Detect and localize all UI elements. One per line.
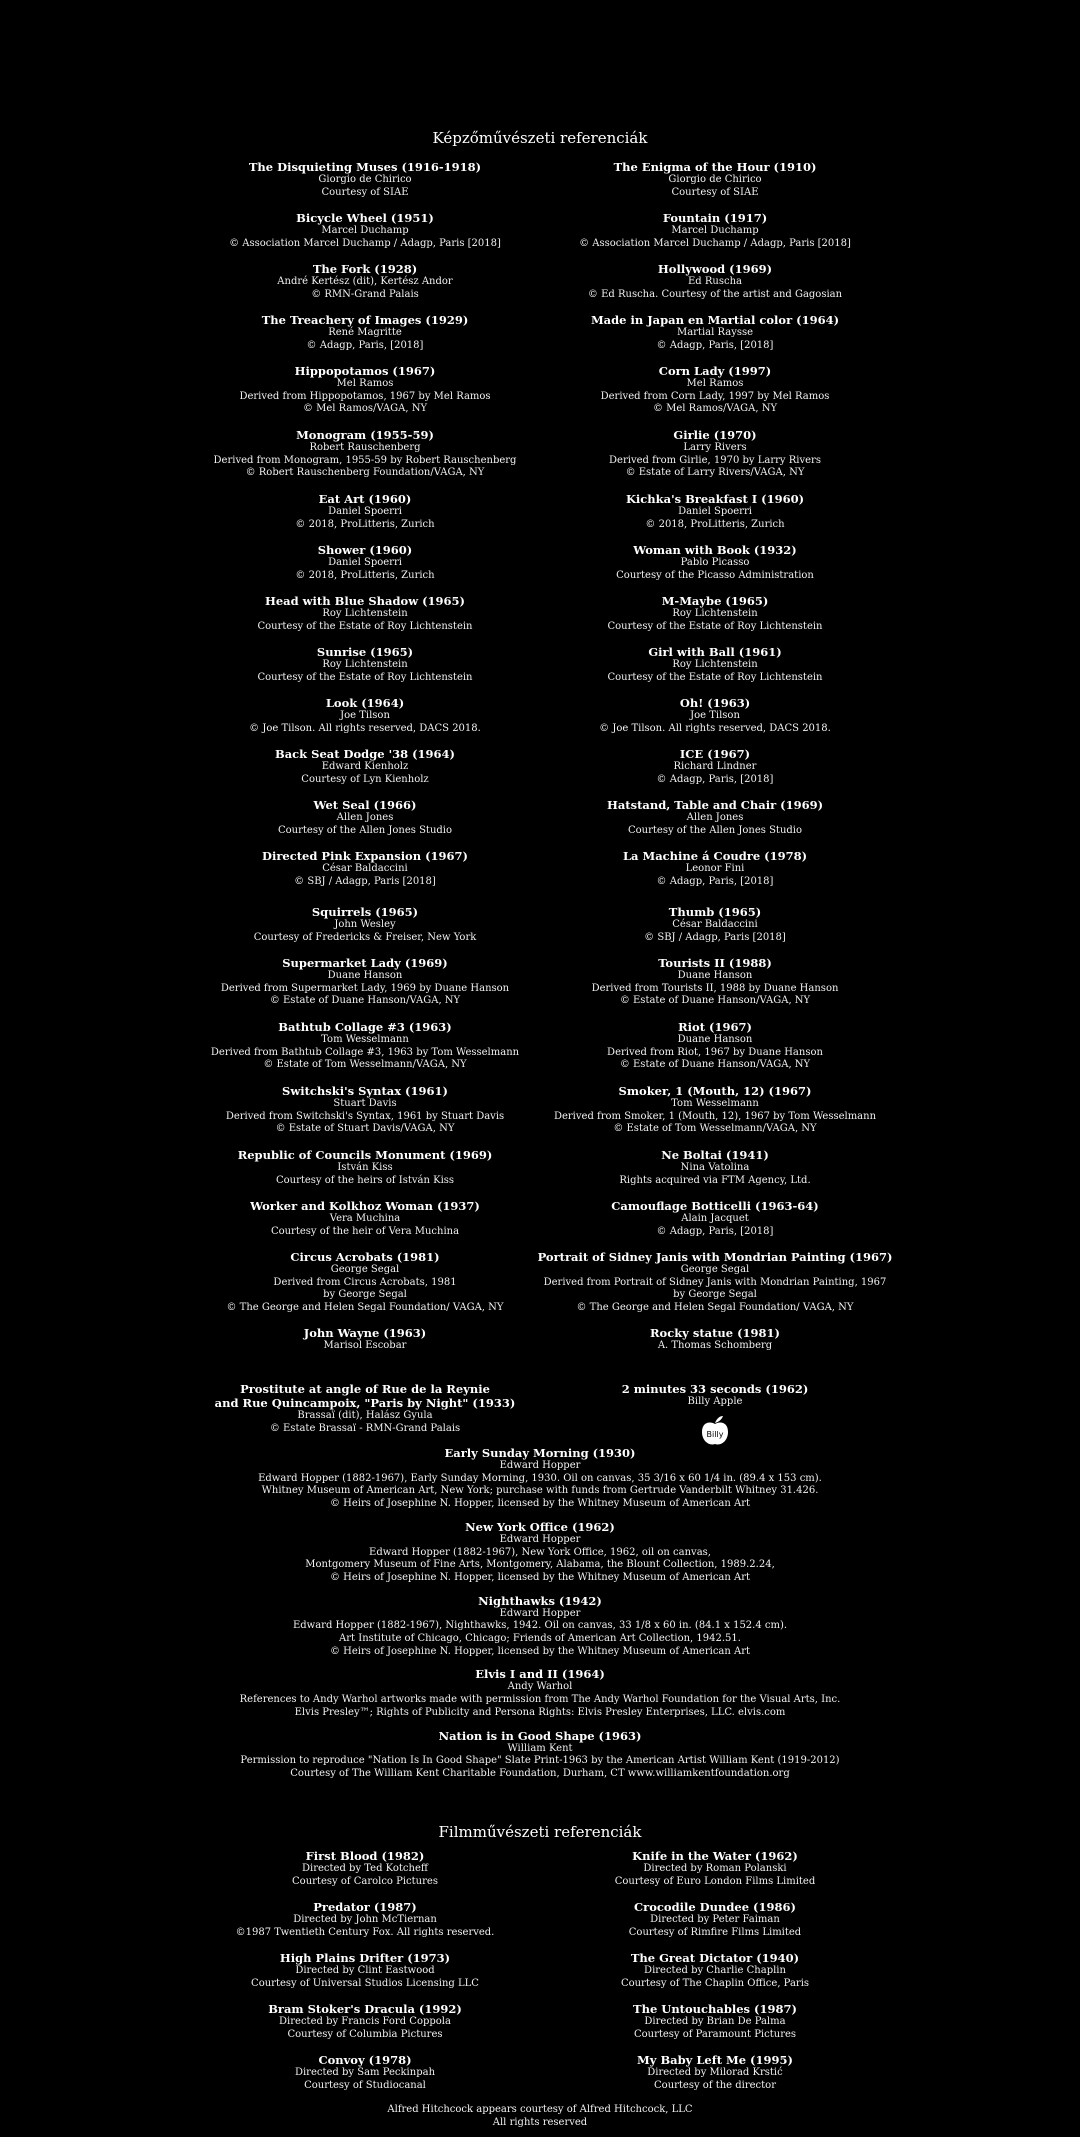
- credit-entry: [175, 1199, 555, 1250]
- credit-entry: [175, 1382, 555, 1433]
- credit-line: César Baldaccini: [322, 863, 408, 874]
- credit-title: The Treachery of Images (1929): [261, 313, 469, 327]
- credit-line: Courtesy of Lyn Kienholz: [301, 773, 429, 785]
- credit-entry: [175, 798, 555, 849]
- credit-entry: [175, 1250, 555, 1326]
- art-right-column: [525, 160, 905, 1439]
- credit-line: Roy Lichtenstein: [322, 608, 408, 619]
- credit-title: The Fork (1928): [312, 262, 418, 276]
- credit-line: Courtesy of the heirs of István Kiss: [275, 1174, 455, 1186]
- credit-line: Duane Hanson: [677, 970, 753, 981]
- credit-line: Richard Lindner: [673, 761, 757, 772]
- credit-line: © Heirs of Josephine N. Hopper, licensed by the Whitney Museum of American Art: [329, 1498, 751, 1510]
- credit-title: Look (1964): [325, 696, 405, 710]
- credit-title: Girl with Ball (1961): [648, 645, 782, 659]
- credit-line: Daniel Spoerri: [328, 557, 402, 568]
- apple-logo-text: Billy: [706, 1429, 724, 1439]
- credit-line: © Estate of Tom Wesselmann/VAGA, NY: [263, 1059, 467, 1071]
- credit-entry: [525, 2002, 905, 2053]
- credit-line: André Kertész (dit), Kertész Andor: [277, 276, 453, 287]
- credit-line: © RMN-Grand Palais: [311, 288, 419, 300]
- credit-line: Roy Lichtenstein: [672, 608, 758, 619]
- credit-title: Hatstand, Table and Chair (1969): [606, 798, 824, 812]
- credit-entry: [175, 594, 555, 645]
- credit-title: Rocky statue (1981): [649, 1326, 780, 1340]
- art-wide-credits: [0, 1446, 1080, 1790]
- credit-title: Convoy (1978): [318, 2053, 412, 2067]
- credit-title: La Machine á Coudre (1978): [622, 849, 808, 863]
- credit-title: First Blood (1982): [305, 1849, 425, 1863]
- credit-entry: [175, 1084, 555, 1148]
- credit-entry: [175, 956, 555, 1020]
- credit-line: Courtesy of the Estate of Roy Lichtenstein: [257, 620, 473, 632]
- credit-line: Derived from Riot, 1967 by Duane Hanson: [607, 1046, 823, 1058]
- credit-entry: [175, 747, 555, 798]
- credit-line: Courtesy of The William Kent Charitable Foundation, Durham, CT www.williamkentfoundation.org: [290, 1767, 790, 1779]
- credit-entry: [175, 1951, 555, 2002]
- credit-title: The Enigma of the Hour (1910): [613, 160, 817, 174]
- credit-entry: [175, 428, 555, 492]
- credit-line: Stuart Davis: [333, 1098, 397, 1109]
- credit-entry: [175, 262, 555, 313]
- credit-line: Martial Raysse: [676, 327, 754, 338]
- credit-title: Shower (1960): [317, 543, 413, 557]
- credit-title: Bicycle Wheel (1951): [296, 211, 434, 225]
- credit-title: Hollywood (1969): [657, 262, 773, 276]
- credit-title: Switchski's Syntax (1961): [282, 1084, 448, 1098]
- credit-line: Courtesy of Euro London Films Limited: [614, 1875, 816, 1887]
- credit-title: Knife in the Water (1962): [632, 1849, 798, 1863]
- film-section-title: Filmművészeti referenciák: [438, 1823, 642, 1841]
- credit-line: Courtesy of SIAE: [671, 186, 759, 198]
- credit-line: Derived from Switchski's Syntax, 1961 by Stuart Davis: [225, 1110, 505, 1122]
- credit-entry: [175, 160, 555, 211]
- credit-entry: [525, 492, 905, 543]
- credit-title: Directed Pink Expansion (1967): [262, 849, 468, 863]
- credit-title: Made in Japan en Martial color (1964): [590, 313, 840, 327]
- credit-line: Courtesy of the Allen Jones Studio: [277, 824, 453, 836]
- credit-line: Edward Kienholz: [321, 761, 409, 772]
- credit-line: Directed by Brian De Palma: [644, 2016, 786, 2027]
- credit-line: Courtesy of the Allen Jones Studio: [627, 824, 803, 836]
- credit-line: © 2018, ProLitteris, Zurich: [295, 569, 435, 581]
- credit-title: Hippopotamos (1967): [294, 364, 436, 378]
- credit-line: Derived from Smoker, 1 (Mouth, 12), 1967 by Tom Wesselmann: [553, 1110, 877, 1122]
- credit-title: Nation is in Good Shape (1963): [438, 1728, 642, 1743]
- credit-title: ICE (1967): [679, 747, 751, 761]
- credit-line: Edward Hopper: [499, 1460, 581, 1471]
- credit-line: Derived from Corn Lady, 1997 by Mel Ramos: [600, 390, 830, 402]
- credit-line: Courtesy of SIAE: [321, 186, 409, 198]
- credit-title: The Disquieting Muses (1916-1918): [248, 160, 482, 174]
- credit-line: Duane Hanson: [677, 1034, 753, 1045]
- credit-title: Head with Blue Shadow (1965): [264, 594, 465, 608]
- credit-entry: [525, 211, 905, 262]
- credit-title: Prostitute at angle of Rue de la Reynie and Rue Quincampoix, "Paris by Night" (1933): [214, 1382, 516, 1410]
- credit-entry: [525, 956, 905, 1020]
- credit-title: Ne Boltai (1941): [661, 1148, 769, 1162]
- credit-line: George Segal: [330, 1264, 400, 1275]
- credit-title: Wet Seal (1966): [313, 798, 417, 812]
- credit-line: Directed by Sam Peckinpah: [294, 2067, 436, 2078]
- credit-line: © The George and Helen Segal Foundation/ VAGA, NY: [226, 1302, 504, 1314]
- credit-line: © Estate of Duane Hanson/VAGA, NY: [619, 1059, 811, 1071]
- credit-entry: [175, 905, 555, 956]
- credit-title: Kichka's Breakfast I (1960): [625, 492, 805, 506]
- credit-entry: [525, 696, 905, 747]
- credit-line: Permission to reproduce "Nation Is In Good Shape" Slate Print-1963 by the American Artist William Kent (1919-2012): [240, 1755, 840, 1767]
- credit-entry: [525, 905, 905, 956]
- credit-line: Tom Wesselmann: [671, 1098, 759, 1109]
- film-left-column: [175, 1849, 555, 2104]
- credit-entry: [525, 798, 905, 849]
- credit-entry: [525, 1951, 905, 2002]
- credit-entry: [175, 211, 555, 262]
- credit-line: Alain Jacquet: [681, 1213, 749, 1224]
- credit-line: Ed Ruscha: [688, 276, 742, 287]
- credit-title: Woman with Book (1932): [633, 543, 797, 557]
- credit-line: Derived from Portrait of Sidney Janis with Mondrian Painting, 1967: [543, 1276, 887, 1288]
- credit-line: Directed by Charlie Chaplin: [644, 1965, 786, 1976]
- film-right-column: [525, 1849, 905, 2104]
- credit-title: My Baby Left Me (1995): [637, 2053, 793, 2067]
- credit-entry: [175, 313, 555, 364]
- credit-title: Bathtub Collage #3 (1963): [278, 1020, 452, 1034]
- credit-line: Derived from Supermarket Lady, 1969 by Duane Hanson: [220, 982, 510, 994]
- credit-line: © 2018, ProLitteris, Zurich: [645, 518, 785, 530]
- credit-title: Sunrise (1965): [316, 645, 414, 659]
- credit-line: © Heirs of Josephine N. Hopper, licensed by the Whitney Museum of American Art: [329, 1645, 751, 1657]
- credit-line: Roy Lichtenstein: [672, 659, 758, 670]
- credit-line: Larry Rivers: [683, 442, 747, 453]
- credit-entry-wide: [0, 1667, 1080, 1719]
- footer-line: All rights reserved: [492, 2116, 588, 2128]
- credit-line: © Heirs of Josephine N. Hopper, licensed by the Whitney Museum of American Art: [329, 1571, 751, 1583]
- credit-line: Allen Jones: [336, 812, 394, 823]
- credit-title: The Untouchables (1987): [633, 2002, 797, 2016]
- credit-line: Whitney Museum of American Art, New York; purchase with funds from Gertrude Vanderbilt Whitney 31.426.: [261, 1485, 819, 1497]
- credit-entry: [175, 1900, 555, 1951]
- credit-line: © Joe Tilson. All rights reserved, DACS 2018.: [599, 722, 831, 734]
- credit-line: Courtesy of the Estate of Roy Lichtenstein: [607, 620, 823, 632]
- credit-line: Courtesy of The Chaplin Office, Paris: [620, 1977, 810, 1989]
- credit-title: Early Sunday Morning (1930): [444, 1446, 636, 1460]
- credit-entry-wide: [0, 1594, 1080, 1659]
- credit-line: Derived from Bathtub Collage #3, 1963 by Tom Wesselmann: [210, 1046, 520, 1058]
- credit-title: Girlie (1970): [673, 428, 757, 442]
- credit-entry: [175, 364, 555, 428]
- credit-line: © Adagp, Paris, [2018]: [656, 339, 774, 351]
- credit-title: Thumb (1965): [668, 905, 762, 919]
- credit-line: © Ed Ruscha. Courtesy of the artist and Gagosian: [587, 288, 843, 300]
- credit-line: Directed by Clint Eastwood: [295, 1965, 435, 1976]
- credit-entry: [525, 160, 905, 211]
- credit-entry: [525, 1900, 905, 1951]
- credit-line: © Adagp, Paris, [2018]: [656, 1225, 774, 1237]
- credit-line: Elvis Presley™; Rights of Publicity and Persona Rights: Elvis Presley Enterprises, LLC. elvis.com: [294, 1706, 786, 1718]
- credit-line: © Adagp, Paris, [2018]: [656, 773, 774, 785]
- credit-line: Daniel Spoerri: [678, 506, 752, 517]
- credit-line: Art Institute of Chicago, Chicago; Friends of American Art Collection, 1942.51.: [339, 1633, 741, 1645]
- credit-entry: [525, 1382, 905, 1439]
- credit-line: © Robert Rauschenberg Foundation/VAGA, NY: [245, 467, 485, 479]
- credit-line: © Estate of Tom Wesselmann/VAGA, NY: [613, 1123, 817, 1135]
- credit-entry: [525, 428, 905, 492]
- credit-line: Joe Tilson: [340, 710, 390, 721]
- credit-entry: [525, 1020, 905, 1084]
- credit-line: Andy Warhol: [507, 1681, 573, 1693]
- credit-line: © 2018, ProLitteris, Zurich: [295, 518, 435, 530]
- credit-line: Courtesy of Rimfire Films Limited: [628, 1926, 802, 1938]
- credit-line: William Kent: [507, 1742, 573, 1754]
- credit-line: Edward Hopper (1882-1967), New York Office, 1962, oil on canvas,: [369, 1546, 711, 1558]
- credit-entry: [525, 262, 905, 313]
- credit-title: Back Seat Dodge '38 (1964): [275, 747, 455, 761]
- credit-line: Derived from Circus Acrobats, 1981: [273, 1276, 457, 1288]
- credit-line: © Estate of Stuart Davis/VAGA, NY: [275, 1123, 455, 1135]
- credit-line: © Mel Ramos/VAGA, NY: [302, 403, 428, 415]
- credit-title: Tourists II (1988): [658, 956, 772, 970]
- credit-title: The Great Dictator (1940): [630, 1951, 800, 1965]
- credit-entry: [175, 1849, 555, 1900]
- credit-line: © SBJ / Adagp, Paris [2018]: [294, 875, 436, 887]
- credit-title: Portrait of Sidney Janis with Mondrian Painting (1967): [537, 1250, 893, 1264]
- credit-line: Mel Ramos: [686, 378, 744, 389]
- credit-entry: [175, 1148, 555, 1199]
- credit-entry: [175, 696, 555, 747]
- credit-entry: [525, 2053, 905, 2104]
- credit-entry: [525, 364, 905, 428]
- credit-line: Robert Rauschenberg: [309, 442, 421, 453]
- credit-line: Directed by Roman Polanski: [643, 1863, 787, 1874]
- credit-line: Allen Jones: [686, 812, 744, 823]
- credit-line: © Estate Brassaï - RMN-Grand Palais: [269, 1422, 461, 1434]
- credit-line: © Joe Tilson. All rights reserved, DACS 2018.: [249, 722, 481, 734]
- credit-title: Bram Stoker's Dracula (1992): [268, 2002, 462, 2016]
- credit-entry: [175, 1326, 555, 1382]
- credit-line: Leonor Fini: [685, 863, 745, 874]
- credit-line: © Estate of Duane Hanson/VAGA, NY: [269, 995, 461, 1007]
- credit-title: Crocodile Dundee (1986): [634, 1900, 796, 1914]
- credit-entry-wide: [0, 1446, 1080, 1511]
- credit-line: Courtesy of Studiocanal: [304, 2079, 426, 2091]
- credit-line: Billy Apple: [687, 1396, 743, 1407]
- credit-entry: [525, 594, 905, 645]
- credit-entry: [175, 645, 555, 696]
- credit-line: Montgomery Museum of Fine Arts, Montgomery, Alabama, the Blount Collection, 1989.2.24,: [305, 1559, 775, 1571]
- credit-line: © Association Marcel Duchamp / Adagp, Paris [2018]: [229, 237, 501, 249]
- credit-line: by George Segal: [323, 1289, 407, 1301]
- credit-entry: [175, 849, 555, 905]
- credit-title: Eat Art (1960): [318, 492, 412, 506]
- credit-line: Daniel Spoerri: [328, 506, 402, 517]
- credit-entry: [525, 543, 905, 594]
- credit-title: High Plains Drifter (1973): [279, 1951, 451, 1965]
- credit-title: Smoker, 1 (Mouth, 12) (1967): [618, 1084, 812, 1098]
- credit-entry: [175, 2002, 555, 2053]
- credit-line: Directed by Francis Ford Coppola: [279, 2016, 451, 2027]
- credit-line: Nina Vatolina: [680, 1162, 750, 1173]
- credit-line: Directed by Milorad Krstić: [647, 2067, 783, 2078]
- credit-line: Edward Hopper: [499, 1533, 581, 1545]
- credit-line: ©1987 Twentieth Century Fox. All rights reserved.: [235, 1926, 495, 1938]
- credit-line: Courtesy of Paramount Pictures: [633, 2028, 797, 2040]
- credit-line: Derived from Hippopotamos, 1967 by Mel Ramos: [239, 390, 491, 402]
- credit-line: Directed by Peter Faiman: [650, 1914, 780, 1925]
- credit-entry: [525, 747, 905, 798]
- credit-title: Republic of Councils Monument (1969): [237, 1148, 493, 1162]
- credit-title: Oh! (1963): [679, 696, 751, 710]
- credit-line: © Adagp, Paris, [2018]: [656, 875, 774, 887]
- credit-line: Derived from Monogram, 1955-59 by Robert Rauschenberg: [213, 454, 517, 466]
- credit-line: Mel Ramos: [336, 378, 394, 389]
- credit-line: Marisol Escobar: [323, 1340, 407, 1351]
- credit-line: Pablo Picasso: [680, 557, 750, 568]
- credit-line: © Estate of Duane Hanson/VAGA, NY: [619, 995, 811, 1007]
- credit-line: © SBJ / Adagp, Paris [2018]: [644, 931, 786, 943]
- credit-entry: [525, 313, 905, 364]
- credit-line: Courtesy of Fredericks & Freiser, New York: [253, 931, 477, 943]
- credit-title: Worker and Kolkhoz Woman (1937): [250, 1199, 480, 1213]
- credit-line: John Wesley: [334, 919, 396, 930]
- credit-line: Marcel Duchamp: [671, 225, 759, 236]
- credit-line: César Baldaccini: [672, 919, 758, 930]
- credit-line: Giorgio de Chirico: [318, 174, 412, 185]
- art-left-column: [175, 160, 555, 1433]
- footer: [0, 2104, 1080, 2129]
- credit-entry: [175, 2053, 555, 2104]
- credit-entry: [525, 1849, 905, 1900]
- credit-entry: [525, 645, 905, 696]
- credit-line: Roy Lichtenstein: [322, 659, 408, 670]
- credit-line: References to Andy Warhol artworks made with permission from The Andy Warhol Foundation for the Visual Arts, Inc.: [239, 1694, 841, 1706]
- credit-line: Derived from Tourists II, 1988 by Duane Hanson: [591, 982, 839, 994]
- credit-line: Courtesy of the Picasso Administration: [616, 569, 814, 581]
- credit-title: Monogram (1955-59): [296, 428, 434, 442]
- credit-line: © Association Marcel Duchamp / Adagp, Paris [2018]: [579, 237, 851, 249]
- credit-title: Nighthawks (1942): [478, 1593, 602, 1608]
- credit-line: Courtesy of Columbia Pictures: [287, 2028, 443, 2040]
- credit-line: Tom Wesselmann: [321, 1034, 409, 1045]
- credit-entry: [175, 543, 555, 594]
- credit-line: Edward Hopper (1882-1967), Early Sunday Morning, 1930. Oil on canvas, 35 3/16 x 60 1/4 in. (89.4 x 153 cm).: [258, 1472, 822, 1484]
- credit-line: Directed by Ted Kotcheff: [302, 1863, 428, 1874]
- credit-entry-wide: [0, 1729, 1080, 1781]
- credit-title: Camouflage Botticelli (1963-64): [611, 1199, 819, 1213]
- credit-line: Courtesy of Carolco Pictures: [292, 1875, 438, 1887]
- credit-line: Courtesy of the heir of Vera Muchina: [270, 1225, 460, 1237]
- credit-line: René Magritte: [328, 327, 402, 338]
- credit-entry: [525, 849, 905, 905]
- credit-line: Edward Hopper (1882-1967), Nighthawks, 1942. Oil on canvas, 33 1/8 x 60 in. (84.1 x 152.4 cm).: [292, 1620, 788, 1632]
- credit-title: Corn Lady (1997): [658, 364, 772, 378]
- credit-line: Courtesy of the Estate of Roy Lichtenstein: [257, 671, 473, 683]
- credit-title: Squirrels (1965): [311, 905, 419, 919]
- art-section-title: Képzőművészeti referenciák: [432, 129, 648, 147]
- credit-line: by George Segal: [673, 1289, 757, 1301]
- credit-title: 2 minutes 33 seconds (1962): [621, 1382, 809, 1396]
- credit-title: John Wayne (1963): [303, 1326, 427, 1340]
- credit-line: © The George and Helen Segal Foundation/ VAGA, NY: [576, 1302, 854, 1314]
- credit-line: Directed by John McTiernan: [293, 1914, 437, 1925]
- credit-title: Riot (1967): [678, 1020, 752, 1034]
- credit-line: Brassaï (dit), Halász Gyula: [297, 1410, 433, 1421]
- credit-line: © Estate of Larry Rivers/VAGA, NY: [625, 467, 805, 479]
- credit-line: George Segal: [680, 1264, 750, 1275]
- credit-line: Duane Hanson: [327, 970, 403, 981]
- credit-entry: [175, 492, 555, 543]
- credit-title: Elvis I and II (1964): [475, 1667, 605, 1682]
- credit-line: Giorgio de Chirico: [668, 174, 762, 185]
- credit-title: Circus Acrobats (1981): [290, 1250, 440, 1264]
- credit-title: M-Maybe (1965): [661, 594, 769, 608]
- credit-line: © Adagp, Paris, [2018]: [306, 339, 424, 351]
- credit-line: Derived from Girlie, 1970 by Larry Rivers: [609, 454, 821, 466]
- credit-line: A. Thomas Schomberg: [657, 1340, 773, 1351]
- credit-entry: [525, 1250, 905, 1326]
- credit-line: Courtesy of the Estate of Roy Lichtenstein: [607, 671, 823, 683]
- credit-entry: [175, 1020, 555, 1084]
- credit-line: Courtesy of the director: [654, 2079, 776, 2091]
- credit-entry: [525, 1199, 905, 1250]
- credit-title: Supermarket Lady (1969): [282, 956, 448, 970]
- credit-title: New York Office (1962): [465, 1519, 615, 1534]
- credit-line: István Kiss: [337, 1162, 393, 1173]
- credit-title: Predator (1987): [313, 1900, 417, 1914]
- credit-line: Rights acquired via FTM Agency, Ltd.: [619, 1174, 811, 1186]
- credit-entry-wide: [0, 1520, 1080, 1585]
- credit-line: Vera Muchina: [329, 1213, 401, 1224]
- credit-line: Courtesy of Universal Studios Licensing LLC: [251, 1977, 479, 1989]
- footer-line: Alfred Hitchcock appears courtesy of Alfred Hitchcock, LLC: [387, 2104, 693, 2115]
- credit-line: Edward Hopper: [499, 1607, 581, 1619]
- credit-entry: [525, 1084, 905, 1148]
- credit-entry: [525, 1148, 905, 1199]
- credit-line: Marcel Duchamp: [321, 225, 409, 236]
- credit-line: © Mel Ramos/VAGA, NY: [652, 403, 778, 415]
- credit-line: Joe Tilson: [690, 710, 740, 721]
- credit-title: Fountain (1917): [662, 211, 768, 225]
- credit-entry: [525, 1326, 905, 1382]
